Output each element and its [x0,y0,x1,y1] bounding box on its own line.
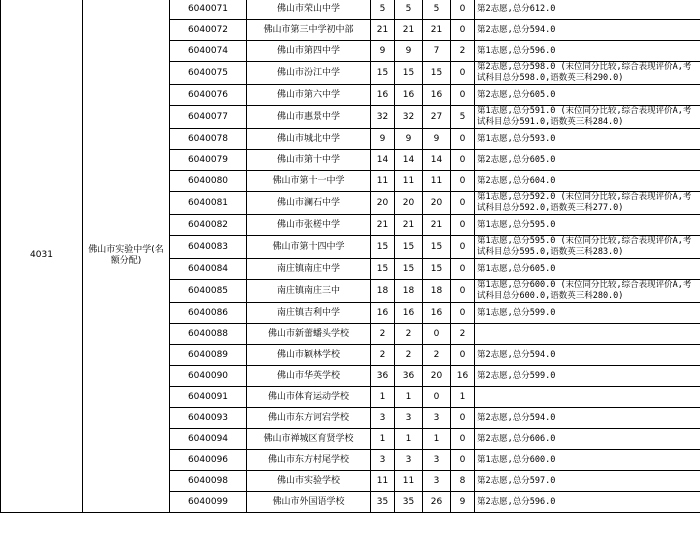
school-code-cell: 6040093 [170,408,247,429]
cutoff-note-cell: 第2志愿,总分604.0 [475,171,700,192]
plan-cell: 9 [395,41,423,62]
admitted-cell: 15 [423,62,451,85]
cutoff-note-cell [475,387,700,408]
cutoff-note-cell: 第2志愿,总分597.0 [475,471,700,492]
cutoff-note-cell: 第2志愿,总分596.0 [475,492,700,513]
school-name-cell: 佛山市东方诃宕学校 [247,408,371,429]
quota-cell: 18 [371,280,395,303]
school-name-cell: 佛山市东方村尾学校 [247,450,371,471]
admitted-cell: 15 [423,259,451,280]
school-name-cell: 佛山市张槎中学 [247,215,371,236]
plan-cell: 3 [395,450,423,471]
admitted-cell: 9 [423,129,451,150]
plan-cell: 1 [395,387,423,408]
plan-cell: 21 [395,215,423,236]
school-name-cell: 佛山市汾江中学 [247,62,371,85]
quota-cell: 2 [371,324,395,345]
admitted-cell: 20 [423,366,451,387]
school-code-cell: 6040081 [170,192,247,215]
plan-cell: 35 [395,492,423,513]
remaining-cell: 0 [451,62,475,85]
plan-cell: 32 [395,106,423,129]
quota-cell: 16 [371,303,395,324]
remaining-cell: 0 [451,429,475,450]
school-code-cell: 6040090 [170,366,247,387]
quota-cell: 21 [371,20,395,41]
school-name-cell: 佛山市新蕾蟠头学校 [247,324,371,345]
cutoff-note-cell: 第1志愿,总分596.0 [475,41,700,62]
admitted-cell: 7 [423,41,451,62]
admitted-cell: 3 [423,450,451,471]
quota-cell: 20 [371,192,395,215]
group-code-cell: 4031 [1,0,83,513]
remaining-cell: 0 [451,192,475,215]
cutoff-note-cell: 第2志愿,总分606.0 [475,429,700,450]
remaining-cell: 0 [451,303,475,324]
quota-cell: 35 [371,492,395,513]
admitted-cell: 20 [423,192,451,215]
cutoff-note-cell: 第2志愿,总分605.0 [475,85,700,106]
remaining-cell: 0 [451,171,475,192]
school-code-cell: 6040078 [170,129,247,150]
admitted-cell: 0 [423,387,451,408]
plan-cell: 21 [395,20,423,41]
plan-cell: 16 [395,303,423,324]
plan-cell: 14 [395,150,423,171]
cutoff-note-cell: 第1志愿,总分592.0 (末位同分比较,综合表现评价A,考试科目总分592.0,语数英三科277.0) [475,192,700,215]
remaining-cell: 0 [451,20,475,41]
quota-cell: 11 [371,171,395,192]
school-name-cell: 佛山市第十一中学 [247,171,371,192]
cutoff-note-cell [475,324,700,345]
remaining-cell: 8 [451,471,475,492]
plan-cell: 11 [395,471,423,492]
cutoff-note-cell: 第1志愿,总分599.0 [475,303,700,324]
cutoff-note-cell: 第1志愿,总分595.0 (末位同分比较,综合表现评价A,考试科目总分595.0,语数英三科283.0) [475,236,700,259]
remaining-cell: 0 [451,450,475,471]
remaining-cell: 0 [451,0,475,20]
remaining-cell: 16 [451,366,475,387]
admitted-cell: 1 [423,429,451,450]
plan-cell: 15 [395,62,423,85]
plan-cell: 1 [395,429,423,450]
cutoff-note-cell: 第1志愿,总分591.0 (末位同分比较,综合表现评价A,考试科目总分591.0,语数英三科284.0) [475,106,700,129]
table-body [1,0,700,513]
school-code-cell: 6040076 [170,85,247,106]
remaining-cell: 5 [451,106,475,129]
plan-cell: 16 [395,85,423,106]
school-code-cell: 6040094 [170,429,247,450]
remaining-cell: 1 [451,387,475,408]
school-code-cell: 6040080 [170,171,247,192]
cutoff-note-cell: 第1志愿,总分600.0 [475,450,700,471]
school-code-cell: 6040088 [170,324,247,345]
plan-cell: 3 [395,408,423,429]
school-name-cell: 佛山市第三中学初中部 [247,20,371,41]
quota-cell: 32 [371,106,395,129]
remaining-cell: 2 [451,324,475,345]
plan-cell: 5 [395,0,423,20]
quota-cell: 1 [371,429,395,450]
admitted-cell: 11 [423,171,451,192]
quota-cell: 36 [371,366,395,387]
quota-cell: 1 [371,387,395,408]
admitted-cell: 18 [423,280,451,303]
cutoff-note-cell: 第2志愿,总分594.0 [475,345,700,366]
school-name-cell: 南庄镇南庄三中 [247,280,371,303]
school-name-cell: 佛山市华英学校 [247,366,371,387]
admitted-cell: 2 [423,345,451,366]
admitted-cell: 27 [423,106,451,129]
school-name-cell: 佛山市澜石中学 [247,192,371,215]
school-name-cell: 佛山市城北中学 [247,129,371,150]
school-name-cell: 佛山市第十四中学 [247,236,371,259]
remaining-cell: 0 [451,215,475,236]
cutoff-note-cell: 第1志愿,总分600.0 (末位同分比较,综合表现评价A,考试科目总分600.0,语数英三科280.0) [475,280,700,303]
plan-cell: 9 [395,129,423,150]
school-code-cell: 6040085 [170,280,247,303]
school-name-cell: 佛山市第四中学 [247,41,371,62]
school-code-cell: 6040077 [170,106,247,129]
remaining-cell: 0 [451,408,475,429]
school-code-cell: 6040099 [170,492,247,513]
quota-cell: 5 [371,0,395,20]
school-code-cell: 6040075 [170,62,247,85]
school-code-cell: 6040089 [170,345,247,366]
quota-cell: 15 [371,236,395,259]
school-name-cell: 佛山市荣山中学 [247,0,371,20]
remaining-cell: 0 [451,259,475,280]
admitted-cell: 0 [423,324,451,345]
cutoff-note-cell: 第2志愿,总分599.0 [475,366,700,387]
plan-cell: 18 [395,280,423,303]
school-name-cell: 佛山市外国语学校 [247,492,371,513]
school-code-cell: 6040082 [170,215,247,236]
cutoff-note-cell: 第1志愿,总分605.0 [475,259,700,280]
school-code-cell: 6040074 [170,41,247,62]
quota-cell: 14 [371,150,395,171]
cutoff-note-cell: 第2志愿,总分598.0 (末位同分比较,综合表现评价A,考试科目总分598.0,语数英三科290.0) [475,62,700,85]
quota-cell: 2 [371,345,395,366]
remaining-cell: 9 [451,492,475,513]
cutoff-note-cell: 第1志愿,总分593.0 [475,129,700,150]
plan-cell: 20 [395,192,423,215]
cutoff-note-cell: 第2志愿,总分594.0 [475,20,700,41]
cutoff-note-cell: 第2志愿,总分605.0 [475,150,700,171]
plan-cell: 11 [395,171,423,192]
admitted-cell: 16 [423,85,451,106]
admitted-cell: 15 [423,236,451,259]
admitted-cell: 3 [423,471,451,492]
remaining-cell: 0 [451,85,475,106]
school-code-cell: 6040084 [170,259,247,280]
school-name-cell: 佛山市第六中学 [247,85,371,106]
admitted-cell: 21 [423,20,451,41]
remaining-cell: 0 [451,345,475,366]
school-code-cell: 6040083 [170,236,247,259]
school-code-cell: 6040098 [170,471,247,492]
admitted-cell: 16 [423,303,451,324]
group-name-cell: 佛山市实验中学(名额分配) [83,0,170,513]
school-code-cell: 6040091 [170,387,247,408]
admitted-cell: 14 [423,150,451,171]
school-name-cell: 佛山市体育运动学校 [247,387,371,408]
remaining-cell: 2 [451,41,475,62]
school-code-cell: 6040079 [170,150,247,171]
admitted-cell: 26 [423,492,451,513]
school-name-cell: 佛山市实验学校 [247,471,371,492]
school-name-cell: 佛山市第十中学 [247,150,371,171]
quota-cell: 3 [371,408,395,429]
school-code-cell: 6040096 [170,450,247,471]
school-name-cell: 南庄镇吉利中学 [247,303,371,324]
plan-cell: 2 [395,345,423,366]
cutoff-note-cell: 第1志愿,总分595.0 [475,215,700,236]
quota-cell: 21 [371,215,395,236]
quota-cell: 11 [371,471,395,492]
school-name-cell: 南庄镇南庄中学 [247,259,371,280]
plan-cell: 15 [395,259,423,280]
quota-cell: 3 [371,450,395,471]
plan-cell: 2 [395,324,423,345]
remaining-cell: 0 [451,280,475,303]
school-name-cell: 佛山市禅城区育贤学校 [247,429,371,450]
school-code-cell: 6040071 [170,0,247,20]
plan-cell: 36 [395,366,423,387]
quota-cell: 9 [371,129,395,150]
table-row [1,0,700,20]
admitted-cell: 3 [423,408,451,429]
cutoff-note-cell: 第2志愿,总分612.0 [475,0,700,20]
school-code-cell: 6040086 [170,303,247,324]
quota-cell: 16 [371,85,395,106]
admitted-cell: 5 [423,0,451,20]
remaining-cell: 0 [451,150,475,171]
cutoff-note-cell: 第2志愿,总分594.0 [475,408,700,429]
school-name-cell: 佛山市惠景中学 [247,106,371,129]
remaining-cell: 0 [451,129,475,150]
plan-cell: 15 [395,236,423,259]
quota-cell: 15 [371,259,395,280]
admitted-cell: 21 [423,215,451,236]
quota-cell: 15 [371,62,395,85]
remaining-cell: 0 [451,236,475,259]
school-name-cell: 佛山市颖林学校 [247,345,371,366]
school-code-cell: 6040072 [170,20,247,41]
quota-cell: 9 [371,41,395,62]
